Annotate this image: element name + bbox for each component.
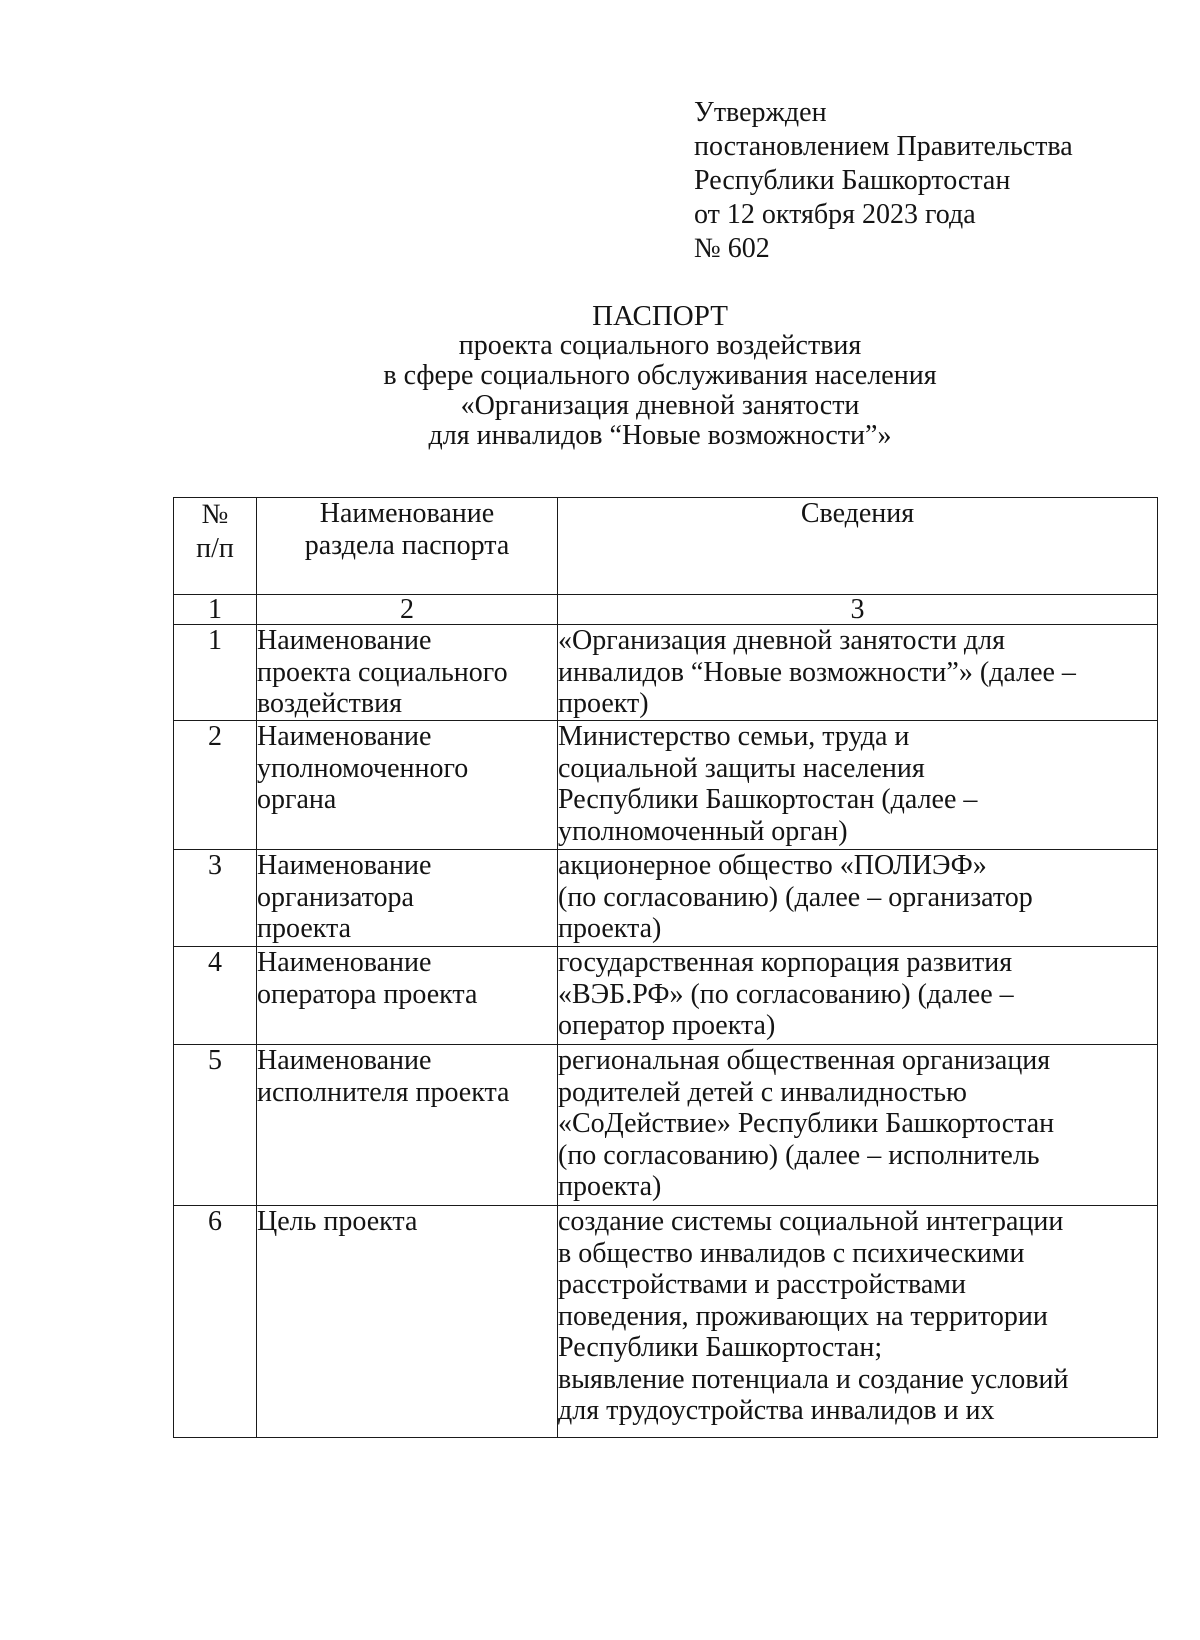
- text-line: социальной защиты населения: [558, 752, 925, 784]
- approval-line: Утвержден: [694, 97, 827, 128]
- column-number: 2: [257, 595, 558, 625]
- section-name: [257, 721, 558, 850]
- text-line: Наименование: [257, 625, 432, 656]
- section-details: [558, 850, 1158, 947]
- section-name: [257, 1206, 558, 1438]
- text-line: расстройствами и расстройствами: [558, 1269, 966, 1300]
- text-line: «ВЭБ.РФ» (по согласованию) (далее –: [558, 978, 1014, 1010]
- row-number: 2: [174, 721, 257, 850]
- subtitle-line: для инвалидов “Новые возможности”»: [428, 420, 892, 451]
- text-line: проекта): [558, 1171, 662, 1202]
- header-line: п/п: [196, 533, 234, 564]
- approval-stamp: [694, 96, 1073, 266]
- text-line: исполнителя проекта: [257, 1076, 510, 1108]
- approval-number: № 602: [694, 233, 770, 264]
- text-line: выявление потенциала и создание условий: [558, 1363, 1069, 1395]
- section-details: [558, 1045, 1158, 1206]
- header-line: Сведения: [800, 498, 915, 529]
- row-number: 5: [174, 1045, 257, 1206]
- text-line: (по согласованию) (далее – исполнитель: [558, 1139, 1040, 1171]
- table-row: [174, 1045, 1158, 1206]
- document-title: [170, 301, 1150, 451]
- approval-date: от 12 октября 2023 года: [694, 199, 976, 230]
- header-line: №: [201, 499, 229, 530]
- column-number: 1: [174, 595, 257, 625]
- approval-line: постановлением Правительства: [694, 131, 1073, 162]
- row-number: 6: [174, 1206, 257, 1438]
- table-row: [174, 947, 1158, 1045]
- table-row: [174, 721, 1158, 850]
- text-line: инвалидов “Новые возможности”» (далее –: [558, 656, 1076, 688]
- section-name: [257, 850, 558, 947]
- header-section-name: [257, 498, 558, 595]
- text-line: «Организация дневной занятости для: [558, 625, 1005, 656]
- table-header-row: [174, 498, 1158, 595]
- text-line: проекта): [558, 913, 662, 944]
- text-line: организатора: [257, 881, 414, 913]
- text-line: поведения, проживающих на территории: [558, 1300, 1048, 1332]
- column-number-row: [174, 595, 1158, 625]
- text-line: создание системы социальной интеграции: [558, 1206, 1064, 1237]
- text-line: «СоДействие» Республики Башкортостан: [558, 1108, 1055, 1139]
- text-line: региональная общественная организация: [558, 1045, 1051, 1076]
- section-name: [257, 1045, 558, 1206]
- text-line: государственная корпорация развития: [558, 947, 1013, 978]
- text-line: Наименование: [257, 1045, 432, 1076]
- subtitle-line: «Организация дневной занятости: [460, 390, 860, 421]
- text-line: акционерное общество «ПОЛИЭФ»: [558, 850, 987, 881]
- passport-table: [173, 497, 1158, 1438]
- text-line: оператор проекта): [558, 1010, 776, 1041]
- text-line: Наименование: [257, 721, 432, 752]
- text-line: оператора проекта: [257, 978, 478, 1010]
- text-line: Министерство семьи, труда и: [558, 721, 910, 752]
- section-details: [558, 1206, 1158, 1438]
- text-line: проекта: [257, 913, 351, 944]
- title-main: ПАСПОРТ: [592, 300, 728, 332]
- text-line: органа: [257, 784, 337, 815]
- text-line: Наименование: [257, 850, 432, 881]
- text-line: в общество инвалидов с психическими: [558, 1237, 1025, 1269]
- column-number: 3: [558, 595, 1158, 625]
- text-line: (по согласованию) (далее – организатор: [558, 881, 1033, 913]
- text-line: проекта социального: [257, 656, 508, 688]
- header-line: раздела паспорта: [304, 529, 510, 561]
- section-details: [558, 625, 1158, 721]
- table-row: [174, 850, 1158, 947]
- text-line: уполномоченный орган): [558, 815, 848, 847]
- table-row: [174, 625, 1158, 721]
- row-number: 3: [174, 850, 257, 947]
- text-line: уполномоченного: [257, 752, 469, 784]
- section-details: [558, 947, 1158, 1045]
- section-details: [558, 721, 1158, 850]
- header-line: Наименование: [319, 498, 495, 529]
- row-number: 1: [174, 625, 257, 721]
- text-line: проект): [558, 688, 649, 719]
- table-row: [174, 1206, 1158, 1438]
- text-line: родителей детей с инвалидностью: [558, 1076, 967, 1108]
- text-line: воздействия: [257, 688, 402, 719]
- approval-line: Республики Башкортостан: [694, 165, 1011, 196]
- header-details: [558, 498, 1158, 595]
- subtitle-line: проекта социального воздействия: [458, 330, 862, 361]
- text-line: Цель проекта: [257, 1206, 418, 1237]
- text-line: Наименование: [257, 947, 432, 978]
- text-line: Республики Башкортостан (далее –: [558, 784, 978, 815]
- section-name: [257, 947, 558, 1045]
- text-line: Республики Башкортостан;: [558, 1332, 883, 1363]
- header-number: [174, 498, 257, 595]
- row-number: 4: [174, 947, 257, 1045]
- section-name: [257, 625, 558, 721]
- subtitle-line: в сфере социального обслуживания населения: [383, 360, 937, 391]
- text-line: для трудоустройства инвалидов и их: [558, 1395, 995, 1426]
